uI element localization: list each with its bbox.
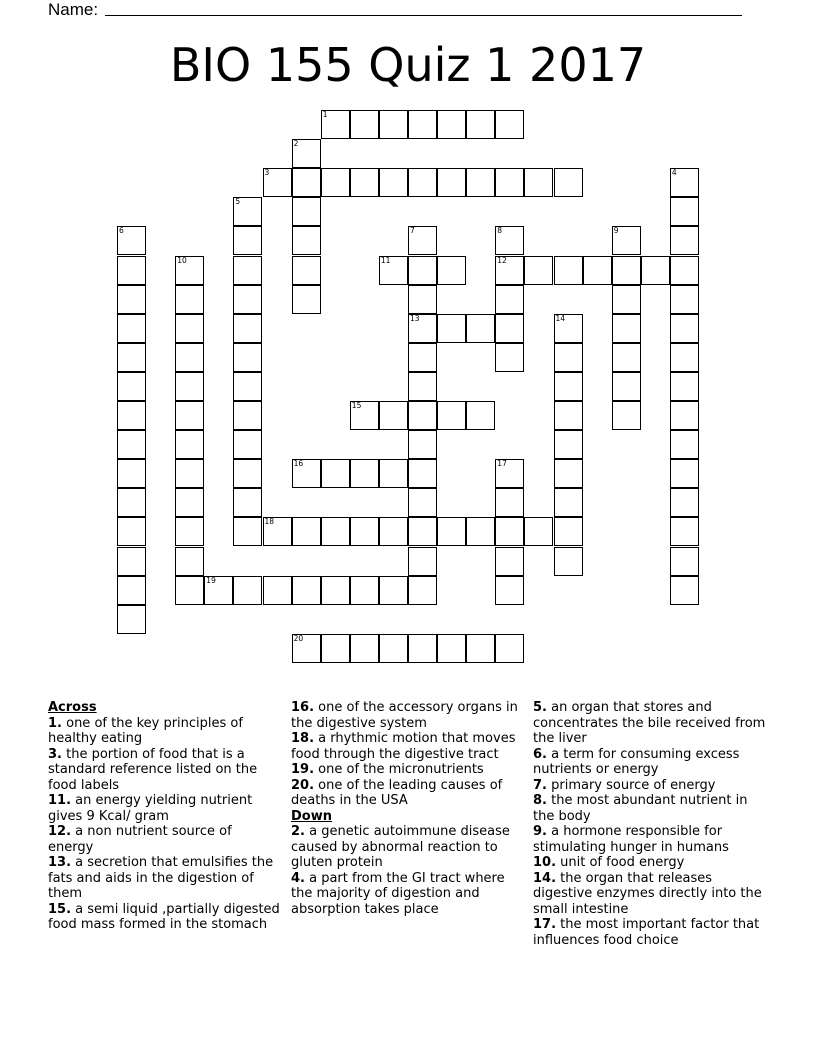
grid-cell[interactable] [350,517,379,546]
clue-num: 10. [533,855,557,870]
grid-cell[interactable] [117,343,146,372]
grid-cell[interactable] [379,459,408,488]
grid-cell[interactable] [175,401,204,430]
clue-num: 16. [291,700,315,715]
clue-num: 2. [291,824,305,839]
down-clue [291,824,523,871]
down-clue [533,747,769,778]
clue-column-1 [48,700,280,933]
clue-number: 7 [410,226,415,236]
clue-text: one of the micronutrients [314,762,484,777]
down-clue [533,824,769,855]
grid-cell[interactable] [670,285,699,314]
grid-cell[interactable] [612,285,641,314]
grid-cell[interactable] [233,256,262,285]
grid-cell[interactable] [408,110,437,139]
clue-number: 17 [497,459,507,469]
grid-cell[interactable] [612,256,641,285]
grid-cell[interactable] [495,110,524,139]
grid-cell[interactable] [117,256,146,285]
clue-text: primary source of energy [546,777,716,793]
grid-cell[interactable] [117,547,146,576]
clue-num: 13. [48,855,72,870]
clue-text: the most important factor that influences food choice [533,917,760,948]
page-title: BIO 155 Quiz 1 2017 [169,38,647,92]
down-clue [533,917,769,948]
clue-text: a term for consuming excess nutrients or energy [533,746,740,777]
grid-cell[interactable] [670,517,699,546]
grid-cell[interactable] [292,197,321,226]
grid-cell[interactable] [670,576,699,605]
grid-cell[interactable] [670,343,699,372]
grid-cell[interactable] [408,372,437,401]
grid-cell[interactable] [495,343,524,372]
grid-cell[interactable] [437,256,466,285]
clue-num: 9. [533,824,547,839]
grid-cell[interactable] [175,343,204,372]
grid-cell[interactable] [233,314,262,343]
clue-text: an organ that stores and concentrates the bile received from the liver [533,700,766,746]
clue-number: 8 [497,226,503,236]
clue-number: 4 [671,168,677,178]
grid-cell[interactable] [495,634,524,663]
clue-column-2 [291,700,523,917]
grid-cell[interactable] [350,459,379,488]
clue-number: 14 [555,313,566,323]
down-heading: Down [291,808,332,824]
grid-cell[interactable] [350,110,379,139]
clue-column-3 [533,700,769,948]
grid-cell[interactable] [612,343,641,372]
grid-cell[interactable] [379,168,408,197]
across-heading: Across [48,700,97,715]
clue-number: 13 [410,313,420,323]
grid-cell[interactable] [554,343,583,372]
across-clue [291,731,523,762]
grid-cell[interactable] [321,576,350,605]
clue-num: 17. [533,917,557,932]
clue-num: 6. [533,746,547,762]
grid-cell[interactable] [379,110,408,139]
across-clue [291,778,523,809]
across-clue [291,762,523,778]
grid-cell[interactable] [408,459,437,488]
grid-cell[interactable] [670,372,699,401]
grid-cell[interactable] [350,168,379,197]
clue-text: unit of food energy [556,855,685,870]
grid-cell[interactable] [292,226,321,255]
grid-cell[interactable] [466,168,495,197]
grid-cell[interactable] [350,634,379,663]
grid-cell[interactable] [233,343,262,372]
grid-cell[interactable] [117,488,146,517]
clue-text: a non nutrient source of energy [48,824,232,855]
clue-num: 4. [291,870,305,886]
grid-cell[interactable] [175,285,204,314]
grid-cell[interactable] [437,517,466,546]
grid-cell[interactable] [408,634,437,663]
grid-cell[interactable] [554,430,583,459]
grid-cell[interactable] [117,430,146,459]
clue-text: the most abundant nutrient in the body [533,793,748,824]
grid-cell[interactable] [554,517,583,546]
grid-cell[interactable] [233,401,262,430]
clue-number: 3 [264,168,270,178]
grid-cell[interactable] [495,168,524,197]
grid-cell[interactable] [408,285,437,314]
grid-cell[interactable] [670,430,699,459]
grid-cell[interactable] [466,401,495,430]
grid-cell[interactable] [408,401,437,430]
clue-text: an energy yielding nutrient gives 9 Kcal/ gram [48,793,253,824]
grid-cell[interactable] [466,110,495,139]
clue-text: one of the leading causes of deaths in the USA [291,777,503,808]
clue-num: 12. [48,824,72,839]
grid-cell[interactable] [175,576,204,605]
grid-cell[interactable] [670,314,699,343]
clue-number: 15 [351,401,362,410]
grid-cell[interactable] [437,401,466,430]
down-clue [533,871,769,918]
grid-cell[interactable] [175,459,204,488]
clue-text: a secretion that emulsifies the fats and aids in the digestion of them [48,855,274,901]
grid-cell[interactable] [292,256,321,285]
grid-cell[interactable] [670,547,699,576]
clue-number: 20 [293,633,304,643]
grid-cell[interactable] [233,372,262,401]
clue-text: one of the key principles of healthy eating [48,715,243,746]
grid-cell[interactable] [117,401,146,430]
name-label: Name: [48,0,99,19]
grid-cell[interactable] [554,459,583,488]
grid-cell[interactable] [263,576,292,605]
clue-number: 10 [177,255,187,265]
clue-num: 11. [48,793,72,808]
across-clue [48,824,280,855]
across-clue [48,855,280,902]
clue-number: 16 [293,459,304,469]
grid-cell[interactable] [612,372,641,401]
grid-cell[interactable] [408,576,437,605]
grid-cell[interactable] [408,343,437,372]
grid-cell[interactable] [670,459,699,488]
clue-text: the organ that releases digestive enzymes directly into the small intestine [533,870,762,917]
grid-cell[interactable] [117,459,146,488]
grid-cell[interactable] [292,517,321,546]
down-clue [291,871,523,918]
grid-cell[interactable] [495,517,524,546]
across-clue [48,747,280,794]
clue-num: 5. [533,700,547,715]
grid-cell[interactable] [175,372,204,401]
clue-number: 19 [206,575,216,585]
down-clue [533,778,769,794]
clue-number: 6 [119,226,124,236]
grid-cell[interactable] [175,314,204,343]
grid-cell[interactable] [554,372,583,401]
grid-cell[interactable] [350,576,379,605]
grid-cell[interactable] [670,256,699,285]
grid-cell[interactable] [321,459,350,488]
grid-cell[interactable] [233,226,262,255]
grid-cell[interactable] [117,605,146,634]
across-clue [48,793,280,824]
grid-cell[interactable] [292,576,321,605]
down-clue [533,700,769,747]
grid-cell[interactable] [554,547,583,576]
grid-cell[interactable] [554,256,583,285]
grid-cell[interactable] [117,576,146,605]
grid-cell[interactable] [495,488,524,517]
grid-cell[interactable] [175,430,204,459]
grid-cell[interactable] [292,168,321,197]
clue-num: 20. [291,777,315,793]
clue-num: 1. [48,715,62,731]
clue-number: 18 [264,517,275,527]
grid-cell[interactable] [641,256,670,285]
grid-cell[interactable] [117,285,146,314]
grid-cell[interactable] [117,314,146,343]
grid-cell[interactable] [670,401,699,430]
clue-text: one of the accessory organs in the digestive system [291,700,518,731]
grid-cell[interactable] [466,517,495,546]
across-clue [48,902,280,933]
grid-cell[interactable] [233,459,262,488]
clue-text: a rhythmic motion that moves food through the digestive tract [291,731,516,762]
clue-number: 1 [322,110,328,119]
across-clue [48,716,280,747]
down-clue [533,855,769,871]
grid-cell[interactable] [437,314,466,343]
clue-num: 15. [48,901,72,917]
clue-text: a hormone responsible for stimulating hunger in humans [533,824,729,855]
grid-cell[interactable] [321,168,350,197]
clue-num: 7. [533,777,547,793]
clue-number: 12 [497,255,507,265]
grid-cell[interactable] [379,401,408,430]
grid-cell[interactable] [495,285,524,314]
clue-number: 11 [380,255,391,265]
grid-cell[interactable] [554,488,583,517]
grid-cell[interactable] [321,517,350,546]
grid-cell[interactable] [408,430,437,459]
grid-cell[interactable] [670,488,699,517]
grid-cell[interactable] [233,488,262,517]
clue-text: a genetic autoimmune disease caused by abnormal reaction to gluten protein [291,824,510,870]
across-clue [291,700,523,731]
grid-cell[interactable] [495,547,524,576]
clue-text: the portion of food that is a standard reference listed on the food labels [48,746,258,793]
grid-cell[interactable] [408,488,437,517]
grid-cell[interactable] [466,314,495,343]
clue-num: 8. [533,793,547,808]
clue-number: 5 [235,197,241,207]
grid-cell[interactable] [670,226,699,255]
grid-cell[interactable] [524,256,553,285]
grid-cell[interactable] [379,576,408,605]
grid-cell[interactable] [233,576,262,605]
grid-cell[interactable] [175,547,204,576]
grid-cell[interactable] [437,110,466,139]
grid-cell[interactable] [612,314,641,343]
grid-cell[interactable] [117,372,146,401]
grid-cell[interactable] [233,285,262,314]
grid-cell[interactable] [524,168,553,197]
clue-num: 14. [533,870,557,886]
grid-cell[interactable] [175,488,204,517]
grid-cell[interactable] [321,634,350,663]
grid-cell[interactable] [437,634,466,663]
grid-cell[interactable] [379,517,408,546]
grid-cell[interactable] [437,168,466,197]
clue-number: 2 [293,139,299,149]
grid-cell[interactable] [612,401,641,430]
grid-cell[interactable] [408,256,437,285]
grid-cell[interactable] [292,285,321,314]
grid-cell[interactable] [233,517,262,546]
clue-number: 9 [613,226,619,236]
grid-cell[interactable] [233,430,262,459]
grid-cell[interactable] [408,517,437,546]
grid-cell[interactable] [583,256,612,285]
grid-cell[interactable] [524,517,553,546]
grid-cell[interactable] [554,401,583,430]
clue-num: 3. [48,746,62,762]
grid-cell[interactable] [175,517,204,546]
grid-cell[interactable] [379,634,408,663]
grid-cell[interactable] [495,314,524,343]
clue-text: a semi liquid ,partially digested food mass formed in the stomach [48,901,280,932]
grid-cell[interactable] [670,197,699,226]
grid-cell[interactable] [117,517,146,546]
grid-cell[interactable] [554,168,583,197]
clue-text: a part from the GI tract where the majority of digestion and absorption takes place [291,870,505,917]
grid-cell[interactable] [466,634,495,663]
clue-num: 18. [291,731,315,746]
grid-cell[interactable] [495,576,524,605]
clue-num: 19. [291,762,315,777]
grid-cell[interactable] [408,168,437,197]
down-clue [533,793,769,824]
grid-cell[interactable] [408,547,437,576]
